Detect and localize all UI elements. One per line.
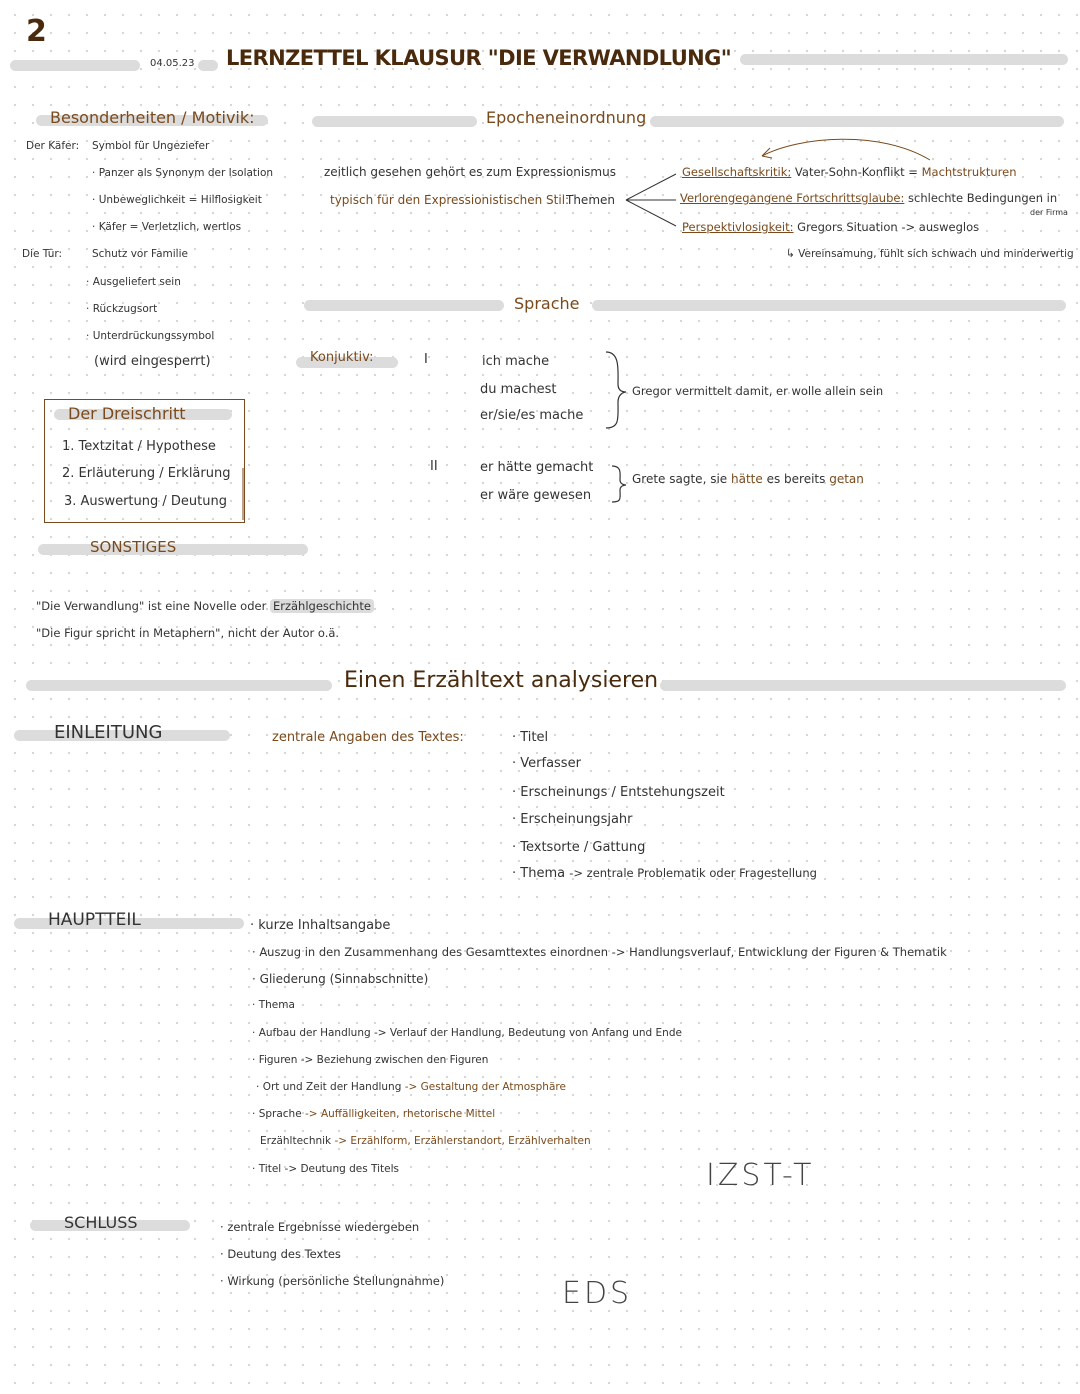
hauptteil-mnemonic: IZST-T <box>706 1158 815 1193</box>
page-title: LERNZETTEL KLAUSUR "DIE VERWANDLUNG" <box>226 46 732 70</box>
konj-1-note: Gregor vermittelt damit, er wolle allein sein <box>632 384 884 398</box>
kaefer-item: Symbol für Ungeziefer <box>92 140 210 152</box>
schluss-item: · zentrale Ergebnisse wiedergeben <box>220 1220 420 1234</box>
theme-3: Perspektivlosigkeit: Gregors Situation -> ausweglos <box>682 220 980 234</box>
themen-fan-line <box>626 200 676 226</box>
tuer-item: · Ausgeliefert sein <box>86 276 181 288</box>
hauptteil-sub: · Aufbau der Handlung -> Verlauf der Handlung, Bedeutung von Anfang und Ende <box>252 1027 682 1039</box>
date: 04.05.23 <box>150 58 195 69</box>
konj-1-form: er/sie/es mache <box>480 408 584 423</box>
kaefer-item: · Käfer = Verletzlich, wertlos <box>92 221 242 233</box>
tuer-label: Die Tür: <box>22 248 63 260</box>
motiv-heading: Besonderheiten / Motivik: <box>50 108 255 127</box>
kaefer-item: · Unbeweglichkeit = Hilflosigkeit <box>92 194 262 206</box>
konj-2-form: er wäre gewesen <box>480 488 592 503</box>
hauptteil-item: · Thema <box>252 999 295 1011</box>
tuer-item: · Rückzugsort <box>86 303 158 315</box>
konj-2-note: Grete sagte, sie hätte es bereits getan <box>632 472 864 486</box>
hauptteil-item: · kurze Inhaltsangabe <box>250 918 391 933</box>
konjunktiv-label: Konjuktiv: <box>310 350 374 365</box>
kaefer-item: · Panzer als Synonym der Isolation <box>92 167 274 179</box>
sonstiges-line-2: "Die Figur spricht in Metaphern", nicht der Autor o.ä. <box>36 626 340 640</box>
dreischritt-item: 1. Textzitat / Hypothese <box>62 439 216 454</box>
theme-2: Verlorengegangene Fortschrittsglaube: schlechte Bedingungen in <box>680 191 1058 205</box>
brace-konj-1 <box>606 352 626 428</box>
epoche-themen: Themen <box>566 193 615 207</box>
sprache-heading: Sprache <box>514 294 580 313</box>
einleitung-label: zentrale Angaben des Textes: <box>272 730 464 745</box>
epoche-heading: Epocheneinordnung <box>486 108 647 127</box>
kaefer-label: Der Käfer: <box>26 140 80 152</box>
hauptteil-sub: · Ort und Zeit der Handlung -> Gestaltung der Atmosphäre <box>256 1081 566 1093</box>
hauptteil-item: · Auszug in den Zusammenhang des Gesamttextes einordnen -> Handlungsverlauf, Entwicklung der Figuren & Thematik <box>252 945 947 959</box>
konj-1-form: du machest <box>480 382 557 397</box>
konj-2-form: er hätte gemacht <box>480 460 594 475</box>
tuer-item: · Unterdrückungssymbol <box>86 330 215 342</box>
einleitung-item: · Textsorte / Gattung <box>512 840 646 855</box>
themen-fan-line <box>626 174 676 200</box>
einleitung-item: · Titel <box>512 730 549 745</box>
hauptteil-sub: · Titel -> Deutung des Titels <box>252 1163 400 1175</box>
konj-1-roman: I <box>424 352 428 367</box>
schluss-mnemonic: EDS <box>562 1276 633 1311</box>
dreischritt-item: 3. Auswertung / Deutung <box>64 494 227 509</box>
konj-2-roman: II <box>430 459 438 474</box>
konj-1-form: ich mache <box>482 354 550 369</box>
sonstiges-line-1: "Die Verwandlung" ist eine Novelle oder Erzählgeschichte <box>36 599 374 613</box>
hauptteil-sub: Erzähltechnik -> Erzählform, Erzählerstandort, Erzählverhalten <box>260 1135 591 1147</box>
epoche-line-1: zeitlich gesehen gehört es zum Expressionismus <box>324 165 616 179</box>
schluss-heading: SCHLUSS <box>64 1213 138 1232</box>
einleitung-item: · Erscheinungs / Entstehungszeit <box>512 785 725 800</box>
hauptteil-sub: · Sprache -> Auffälligkeiten, rhetorische Mittel <box>252 1108 496 1120</box>
einleitung-heading: EINLEITUNG <box>54 722 163 743</box>
epoche-line-2: typisch für den Expressionistischen Stil: <box>330 193 570 207</box>
tuer-item: (wird eingesperrt) <box>94 354 211 369</box>
analyse-heading: Einen Erzähltext analysieren <box>344 668 659 693</box>
curved-arrow-head <box>762 148 772 158</box>
theme-1: Gesellschaftskritik: Vater-Sohn-Konflikt = Machtstrukturen <box>682 165 1017 179</box>
hauptteil-item: · Gliederung (Sinnabschnitte) <box>252 972 429 986</box>
schluss-item: · Wirkung (persönliche Stellungnahme) <box>220 1274 445 1288</box>
page-number: 2 <box>26 14 47 49</box>
schluss-item: · Deutung des Textes <box>220 1247 341 1261</box>
theme-3-sub: ↳ Vereinsamung, fühlt sich schwach und minderwertig <box>786 248 1074 260</box>
brace-konj-2 <box>612 466 626 502</box>
curved-arrow <box>762 139 930 160</box>
einleitung-thema: · Thema -> zentrale Problematik oder Fragestellung <box>512 866 817 881</box>
einleitung-item: · Erscheinungsjahr <box>512 812 633 827</box>
sonstiges-heading: SONSTIGES <box>90 538 177 556</box>
hauptteil-heading: HAUPTTEIL <box>48 910 141 930</box>
tuer-item: Schutz vor Familie <box>92 248 188 260</box>
dreischritt-item: 2. Erläuterung / Erklärung <box>62 466 231 481</box>
einleitung-item: · Verfasser <box>512 756 581 771</box>
dreischritt-heading: Der Dreischritt <box>68 404 186 423</box>
hauptteil-sub: · Figuren -> Beziehung zwischen den Figuren <box>252 1054 489 1066</box>
theme-2-sub: der Firma <box>1030 208 1068 217</box>
